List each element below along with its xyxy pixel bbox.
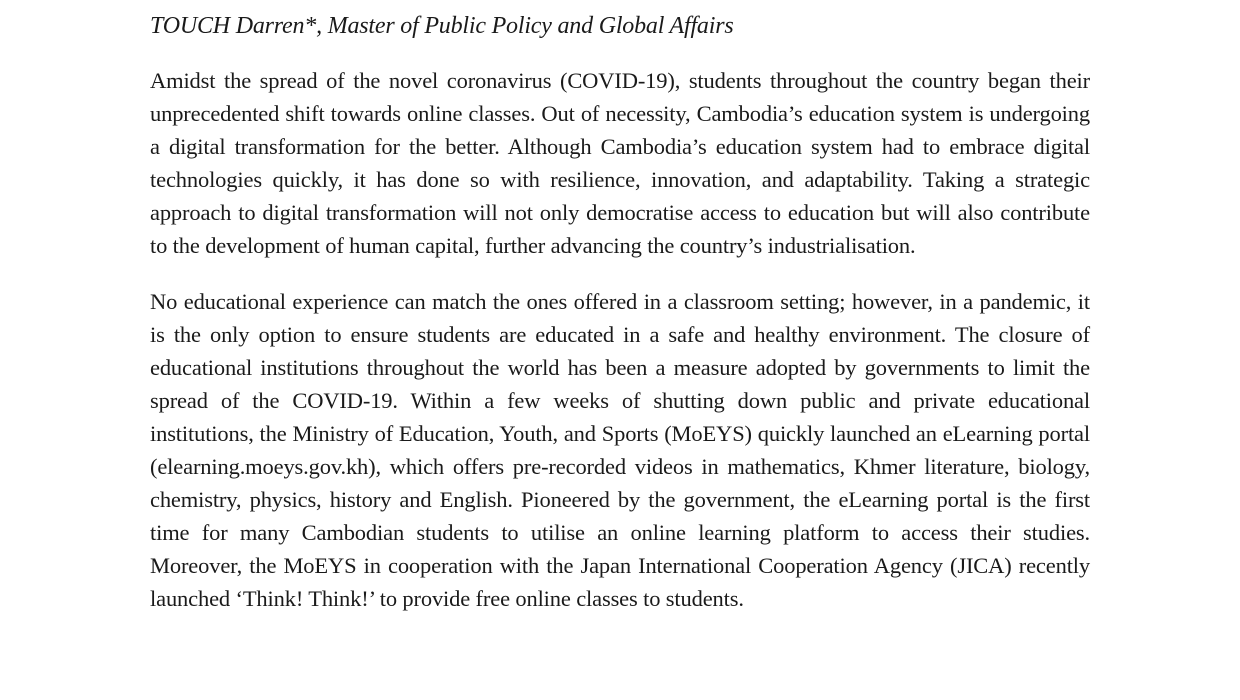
paragraph-1: Amidst the spread of the novel coronavirus (COVID-19), students throughout the country began their unprecedented shift towards online classes. Out of necessity, Cambodia’s education system is undergoing a digital transformation for the better. Although Cambodia’s education system had to embrace digital technologies quickly, it has done so with resilience, innovation, and adaptability. Taking a strategic approach to digital transformation will not only democratise access to education but will also contribute to the development of human capital, further advancing the country’s industrialisation. [150,68,1090,258]
document-page [150,8,1090,638]
author-line: TOUCH Darren*, Master of Public Policy and Global Affairs [150,13,734,39]
paragraph-2: No educational experience can match the ones offered in a classroom setting; however, in a pandemic, it is the only option to ensure students are educated in a safe and healthy environment. The closure of educational institutions throughout the world has been a measure adopted by governments to limit the spread of the COVID-19. Within a few weeks of shutting down public and private educational institutions, the Ministry of Education, Youth, and Sports (MoEYS) quickly launched an eLearning portal (elearning.moeys.gov.kh), which offers pre-recorded videos in mathematics, Khmer literature, biology, chemistry, physics, history and English. Pioneered by the government, the eLearning portal is the first time for many Cambodian students to utilise an online learning platform to access their studies. Moreover, the MoEYS in cooperation with the Japan International Cooperation Agency (JICA) recently launched ‘Think! Think!’ to provide free online classes to students. [150,289,1090,611]
